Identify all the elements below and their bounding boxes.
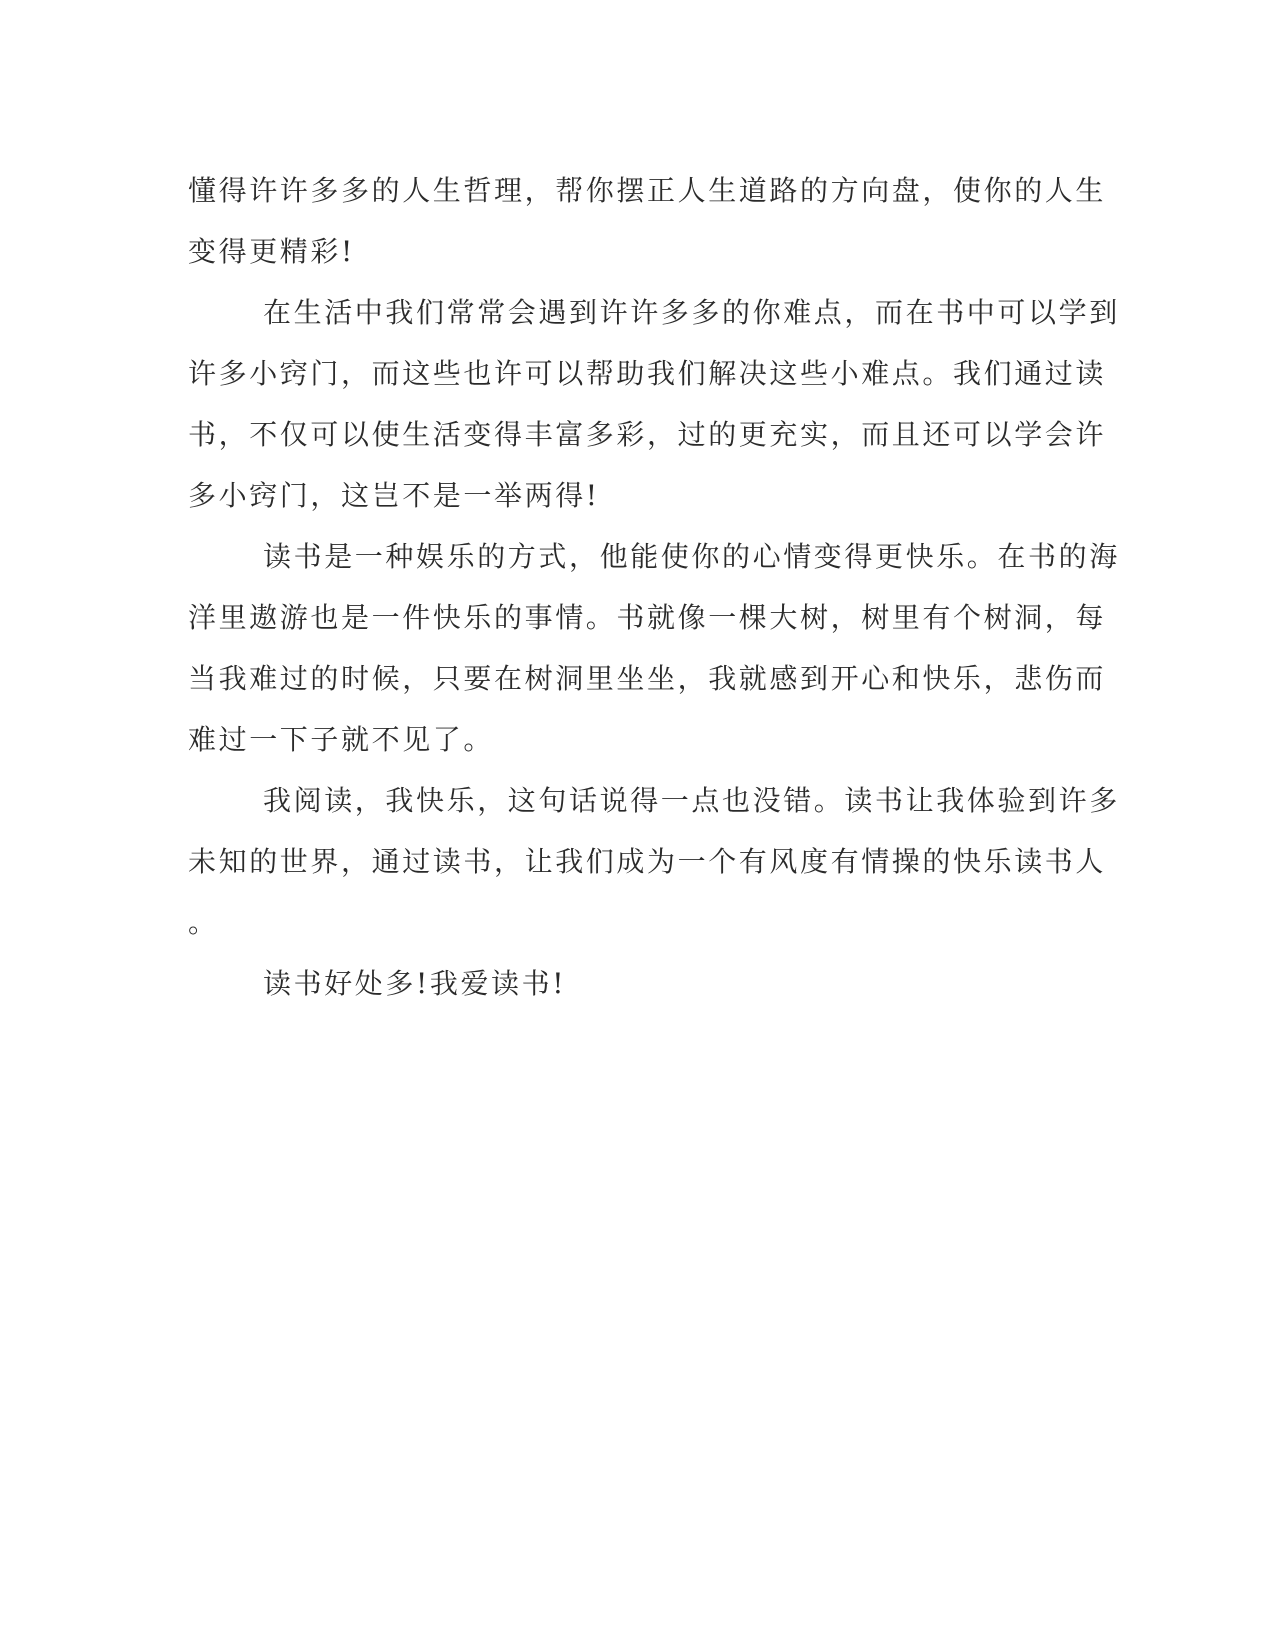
text-line: 变得更精彩! [188,235,355,268]
text-line: 未知的世界，通过读书，让我们成为一个有风度有情操的快乐读书人 [188,845,1107,878]
text-line: 当我难过的时候，只要在树洞里坐坐，我就感到开心和快乐，悲伤而 [188,662,1107,695]
text-line: 多小窍门，这岂不是一举两得! [188,479,600,512]
text-line: 书，不仅可以使生活变得丰富多彩，过的更充实，而且还可以学会许 [188,418,1107,451]
paragraph-start-line: 我阅读，我快乐，这句话说得一点也没错。读书让我体验到许多 [263,784,1120,817]
text-line: 洋里遨游也是一件快乐的事情。书就像一棵大树，树里有个树洞，每 [188,601,1107,634]
paragraph-start-line: 读书是一种娱乐的方式，他能使你的心情变得更快乐。在书的海 [263,540,1120,573]
closing-line: 读书好处多!我爱读书! [263,967,567,1000]
document-body [188,160,1120,1014]
text-line: 难过一下子就不见了。 [188,723,495,756]
text-line: 懂得许许多多的人生哲理，帮你摆正人生道路的方向盘，使你的人生 [188,174,1107,207]
paragraph-start-line: 在生活中我们常常会遇到许许多多的你难点，而在书中可以学到 [263,296,1120,329]
text-line: 许多小窍门，而这些也许可以帮助我们解决这些小难点。我们通过读 [188,357,1107,390]
text-line: 。 [188,906,219,939]
